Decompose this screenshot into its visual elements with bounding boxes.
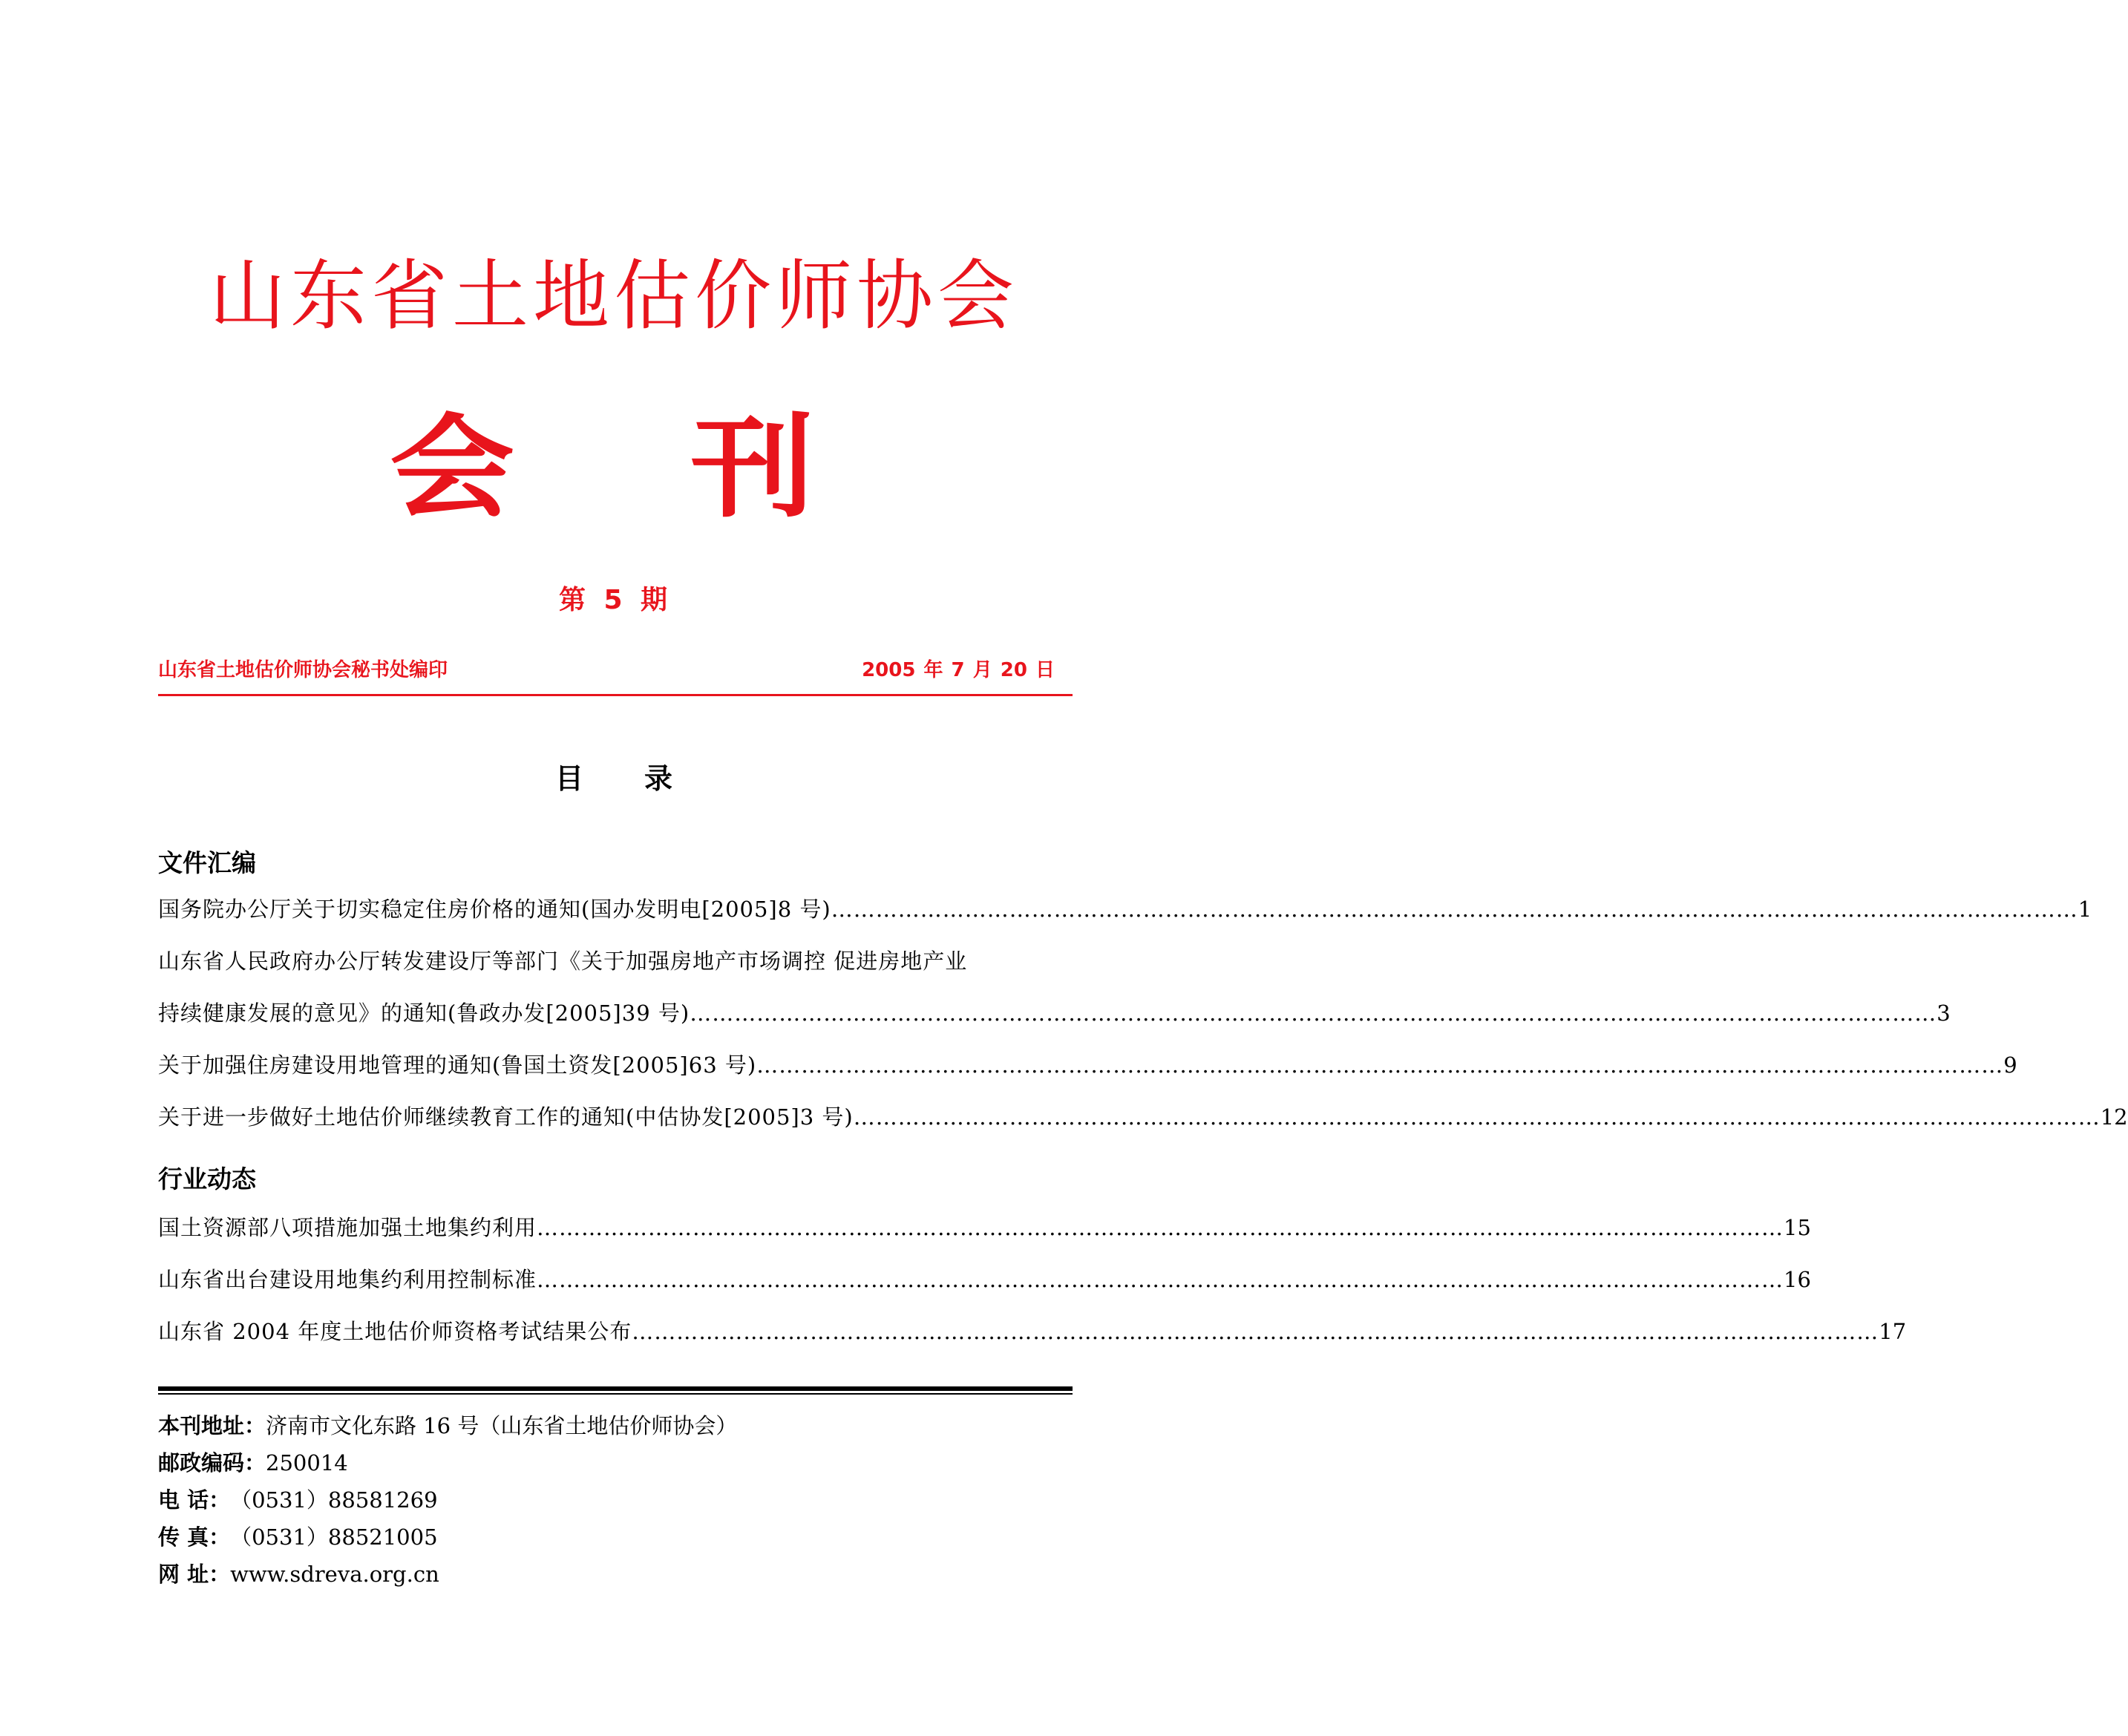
toc-entry-title: 国土资源部八项措施加强土地集约利用: [158, 1215, 537, 1240]
section-heading-documents: 文件汇编: [158, 848, 256, 877]
toc-entry[interactable]: [158, 1050, 2017, 1080]
toc-entry[interactable]: [158, 1213, 1811, 1242]
website-label: 网 址：: [158, 1562, 231, 1587]
toc-entry-title: 山东省出台建设用地集约利用控制标准: [158, 1267, 537, 1292]
contact-address: [158, 1411, 737, 1441]
toc-entry-page: 16: [1784, 1267, 1811, 1292]
issue-number: 第 5 期: [558, 585, 669, 615]
toc-entry[interactable]: [158, 894, 2092, 924]
contact-fax: [158, 1522, 438, 1552]
section-heading-industry-news: 行业动态: [158, 1165, 256, 1193]
toc-entry-title: 持续健康发展的意见》的通知(鲁政办发[2005]39 号): [158, 1000, 690, 1026]
toc-entry-page: 12: [2100, 1104, 2128, 1130]
toc-leader-dots: ……………………………………………………………………………………………………………………………………………………: [537, 1267, 1784, 1292]
toc-entry-page: 17: [1879, 1319, 1907, 1344]
toc-leader-dots: ……………………………………………………………………………………………………………………………………………………: [537, 1215, 1784, 1240]
toc-entry[interactable]: [158, 1102, 2128, 1132]
editor-line: 山东省土地估价师协会秘书处编印: [158, 659, 448, 681]
website-link[interactable]: www.sdreva.org.cn: [230, 1562, 439, 1587]
toc-entry[interactable]: [158, 998, 1951, 1028]
header-divider: [158, 694, 1073, 696]
toc-entry[interactable]: [158, 1317, 1907, 1346]
toc-leader-dots: ……………………………………………………………………………………………………………………………………………………: [853, 1104, 2101, 1130]
toc-entry-page: 3: [1937, 1000, 1951, 1026]
contact-phone: [158, 1485, 438, 1515]
publication-title: [0, 402, 1228, 533]
toc-leader-dots: ……………………………………………………………………………………………………………………………………………………: [690, 1000, 1937, 1026]
contact-postcode: [158, 1448, 348, 1478]
toc-title: 目录: [554, 762, 733, 795]
toc-entry-title: 关于进一步做好土地估价师继续教育工作的通知(中估协发[2005]3 号): [158, 1104, 854, 1130]
fax-value: （0531）88521005: [230, 1524, 438, 1550]
publication-title-char-2: 刊: [690, 402, 816, 533]
address-label: 本刊地址：: [158, 1413, 266, 1438]
publication-title-char-1: 会: [390, 402, 515, 533]
footer-divider-thick: [158, 1386, 1073, 1391]
postcode-value: 250014: [266, 1450, 348, 1475]
phone-value: （0531）88581269: [230, 1487, 438, 1513]
toc-entry-page: 9: [2003, 1052, 2017, 1078]
toc-leader-dots: ……………………………………………………………………………………………………………………………………………………: [632, 1319, 1879, 1344]
phone-label: 电 话：: [158, 1487, 231, 1513]
toc-entry-page: 1: [2078, 897, 2092, 922]
footer-divider-thin: [158, 1393, 1073, 1395]
toc-entry-title: 山东省 2004 年度土地估价师资格考试结果公布: [158, 1319, 632, 1344]
toc-leader-dots: ……………………………………………………………………………………………………………………………………………………: [831, 897, 2078, 922]
toc-entry[interactable]: [158, 1265, 1811, 1294]
postcode-label: 邮政编码：: [158, 1450, 266, 1475]
publish-date: 2005 年 7 月 20 日: [862, 659, 1055, 681]
toc-entry-page: 15: [1784, 1215, 1811, 1240]
toc-leader-dots: ……………………………………………………………………………………………………………………………………………………: [756, 1052, 2004, 1078]
toc-entry-title: 国务院办公厅关于切实稳定住房价格的通知(国办发明电[2005]8 号): [158, 897, 831, 922]
contact-website: [158, 1559, 439, 1589]
toc-entry-title: 关于加强住房建设用地管理的通知(鲁国土资发[2005]63 号): [158, 1052, 757, 1078]
organization-title: 山东省土地估价师协会: [209, 252, 1018, 341]
fax-label: 传 真：: [158, 1524, 231, 1550]
address-value: 济南市文化东路 16 号（山东省土地估价师协会）: [266, 1413, 738, 1438]
toc-entry-continued-line[interactable]: 山东省人民政府办公厅转发建设厅等部门《关于加强房地产市场调控 促进房地产业: [158, 949, 968, 974]
